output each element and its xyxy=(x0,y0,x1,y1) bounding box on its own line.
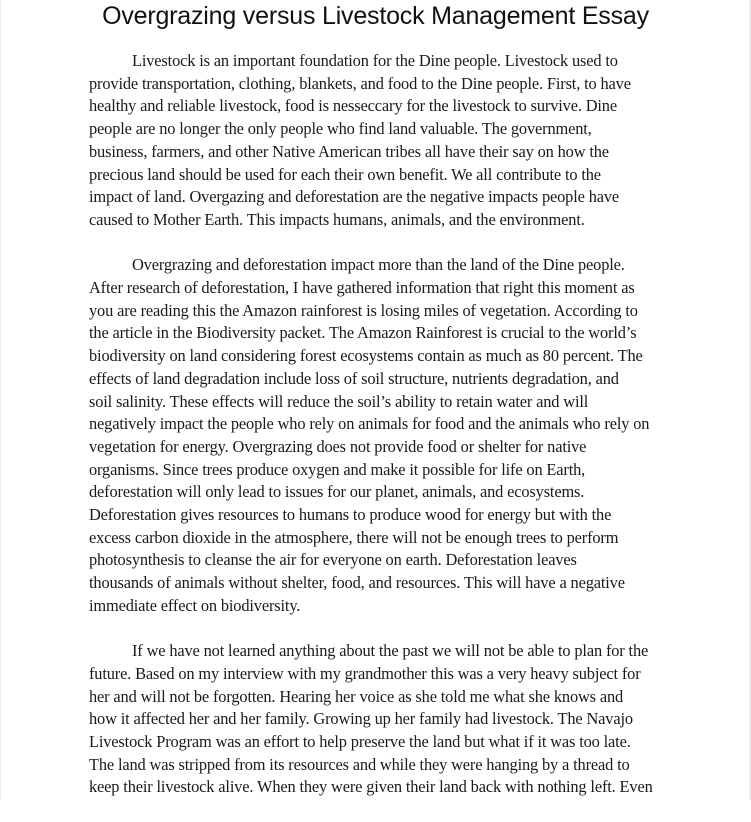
text-line: impact of land. Overgazing and deforestation are the negative impacts people have xyxy=(89,187,620,207)
text-line: Livestock is an important foundation for the Dine people. Livestock used to xyxy=(132,51,618,70)
essay-title: Overgrazing versus Livestock Management Essay xyxy=(102,2,649,30)
text-line: After research of deforestation, I have gathered information that right this moment as xyxy=(89,278,635,298)
text-line: her and will not be forgotten. Hearing her voice as she told me what she knows and xyxy=(89,686,624,706)
text-line: immediate effect on biodiversity. xyxy=(89,595,301,615)
paragraph-3 xyxy=(89,640,669,799)
text-line: healthy and reliable livestock, food is nesseccary for the livestock to survive. Dine xyxy=(89,96,617,116)
text-line: Deforestation gives resources to humans to produce wood for energy but with the xyxy=(89,505,612,525)
text-line: the article in the Biodiversity packet. The Amazon Rainforest is crucial to the world’s xyxy=(89,323,637,343)
page-edge-left xyxy=(0,0,1,800)
text-line: thousands of animals without shelter, food, and resources. This will have a negative xyxy=(89,573,625,593)
text-line: Overgrazing and deforestation impact more than the land of the Dine people. xyxy=(132,255,625,275)
text-line: effects of land degradation include loss of soil structure, nutrients degradation, and xyxy=(89,368,619,388)
text-line: Livestock Program was an effort to help preserve the land but what if it was too late. xyxy=(89,732,631,752)
text-line: photosynthesis to cleanse the air for everyone on earth. Deforestation leaves xyxy=(89,550,577,570)
essay-body xyxy=(89,50,669,822)
text-line: deforestation will only lead to issues for our planet, animals, and ecosystems. xyxy=(89,482,585,502)
text-line: vegetation for energy. Overgrazing does not provide food or shelter for native xyxy=(89,436,587,456)
text-line: excess carbon dioxide in the atmosphere, there will not be enough trees to perform xyxy=(89,527,619,547)
text-line: how it affected her and her family. Growing up her family had livestock. The Navajo xyxy=(89,709,633,729)
text-line: people are no longer the only people who find land valuable. The government, xyxy=(89,119,592,139)
text-line: organisms. Since trees produce oxygen and make it possible for life on Earth, xyxy=(89,459,586,479)
text-line: biodiversity on land considering forest ecosystems contain as much as 80 percent. The xyxy=(89,346,643,366)
text-line: provide transportation, clothing, blankets, and food to the Dine people. First, to have xyxy=(89,73,631,93)
text-line: negatively impact the people who rely on animals for food and the animals who rely on xyxy=(89,414,650,434)
text-line: caused to Mother Earth. This impacts humans, animals, and the environment. xyxy=(89,209,585,229)
text-line: business, farmers, and other Native American tribes all have their say on how the xyxy=(89,141,609,161)
text-line: keep their livestock alive. When they were given their land back with nothing left. Even xyxy=(89,777,653,797)
paragraph-2 xyxy=(89,254,669,617)
text-line: The land was stripped from its resources and while they were hanging by a thread to xyxy=(89,754,630,774)
text-line: precious land should be used for each their own benefit. We all contribute to the xyxy=(89,164,601,184)
paragraph-1 xyxy=(89,50,669,232)
text-line: future. Based on my interview with my grandmother this was a very heavy subject for xyxy=(89,663,641,683)
text-line: you are reading this the Amazon rainforest is losing miles of vegetation. According to xyxy=(89,300,638,320)
text-line: If we have not learned anything about the past we will not be able to plan for the xyxy=(132,641,649,661)
text-line: soil salinity. These effects will reduce the soil’s ability to retain water and will xyxy=(89,391,589,411)
